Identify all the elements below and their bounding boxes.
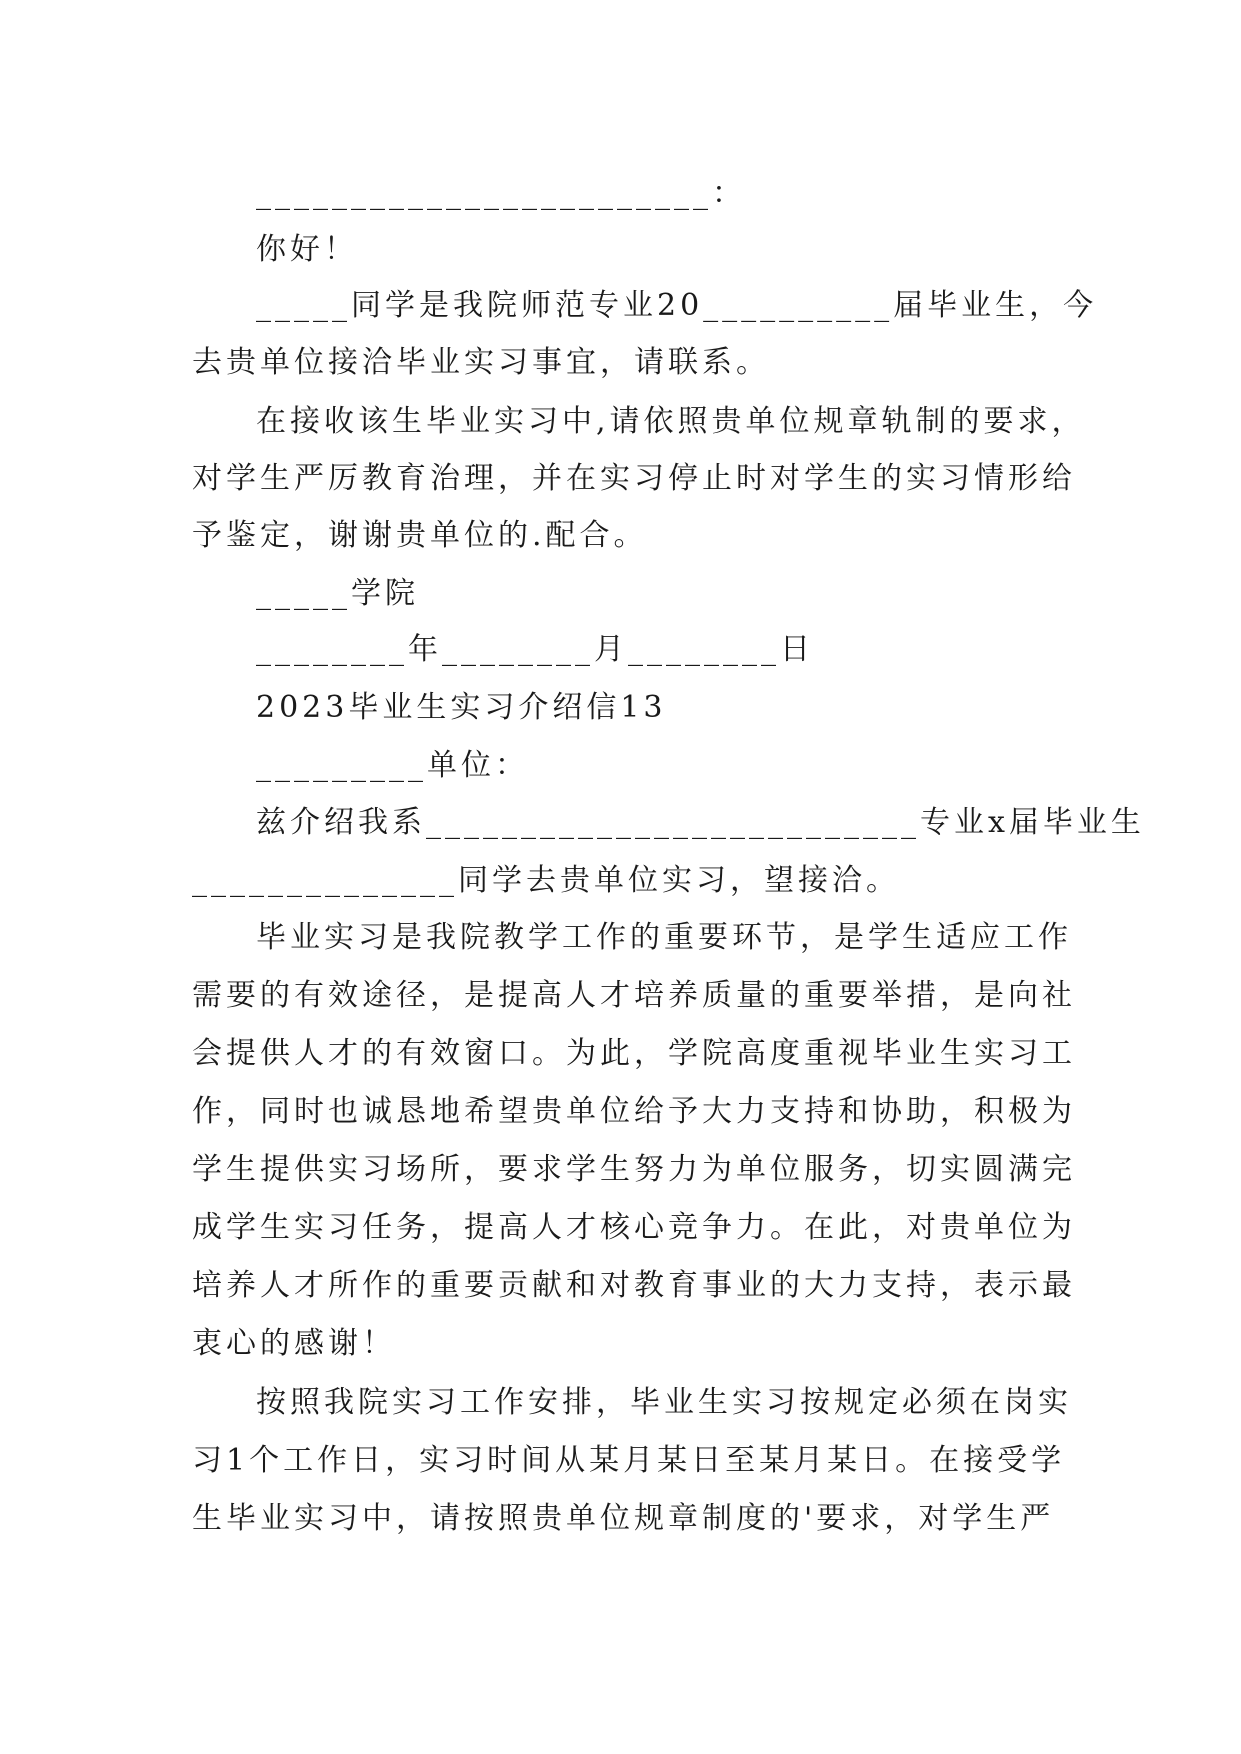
paragraph-line: 会提供人才的有效窗口。为此，学院高度重视毕业生实习工 — [192, 1036, 1076, 1071]
paragraph-line: 学生提供实习场所，要求学生努力为单位服务，切实圆满完 — [192, 1152, 1076, 1187]
greeting: 你好！ — [256, 232, 358, 267]
addressee-unit: _________单位： — [256, 748, 529, 783]
paragraph-line: 成学生实习任务，提高人才核心竞争力。在此，对贵单位为 — [192, 1210, 1076, 1245]
section-title: 2023毕业生实习介绍信13 — [256, 690, 667, 725]
paragraph-line: 生毕业实习中，请按照贵单位规章制度的'要求，对学生严 — [192, 1501, 1055, 1536]
paragraph-line: 衷心的感谢！ — [192, 1326, 396, 1361]
paragraph-line: 作，同时也诚恳地希望贵单位给予大力支持和协助，积极为 — [192, 1094, 1076, 1129]
paragraph-line: 对学生严厉教育治理，并在实习停止时对学生的实习情形给 — [192, 461, 1076, 496]
paragraph-line: 习1个工作日，实习时间从某月某日至某月某日。在接受学 — [192, 1443, 1066, 1478]
salutation-blank: ________________________： — [256, 176, 746, 211]
paragraph-line: 培养人才所作的重要贡献和对教育事业的大力支持，表示最 — [192, 1268, 1076, 1303]
paragraph-line: 需要的有效途径，是提高人才培养质量的重要举措，是向社 — [192, 978, 1076, 1013]
paragraph-line: 去贵单位接洽毕业实习事宜，请联系。 — [192, 345, 770, 380]
paragraph-line: ______________同学去贵单位实习，望接洽。 — [192, 863, 900, 898]
signature-college: _____学院 — [256, 576, 419, 611]
paragraph-line: 予鉴定，谢谢贵单位的.配合。 — [192, 518, 648, 553]
paragraph-line: 毕业实习是我院教学工作的重要环节，是学生适应工作 — [256, 920, 1072, 955]
signature-date: ________年________月________日 — [256, 632, 814, 667]
paragraph-line: 在接收该生毕业实习中,请依照贵单位规章轨制的要求， — [256, 404, 1086, 439]
paragraph-line: 兹介绍我系__________________________专业x届毕业生 — [256, 805, 1145, 840]
paragraph-line: _____同学是我院师范专业20__________届毕业生，今 — [256, 288, 1098, 323]
paragraph-line: 按照我院实习工作安排，毕业生实习按规定必须在岗实 — [256, 1385, 1072, 1420]
